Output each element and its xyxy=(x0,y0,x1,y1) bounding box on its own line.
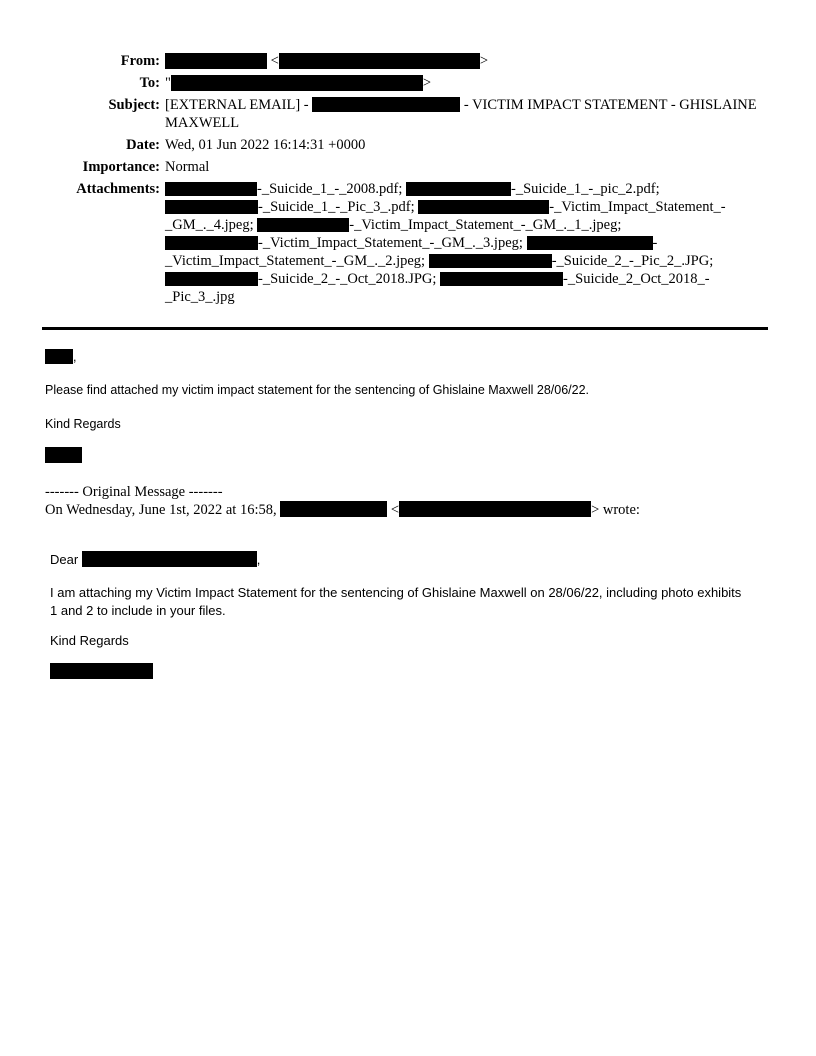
field-label-from: From: xyxy=(120,53,160,69)
attachment-line: _Victim_Impact_Statement_-_GM_._2.jpeg; -_Suicide_2_-_Pic_2_.JPG; xyxy=(165,253,714,269)
field-value-attachments xyxy=(165,180,765,306)
field-value-from: < > xyxy=(165,52,765,70)
redaction-bar xyxy=(165,236,258,250)
quoted-signature-redaction-line xyxy=(50,663,771,680)
quoted-salutation: Dear , xyxy=(50,551,261,567)
redaction-bar xyxy=(279,53,480,69)
signature-redaction-line xyxy=(45,447,771,464)
redaction-bar xyxy=(45,447,82,463)
redaction-bar xyxy=(82,551,257,567)
field-label-importance: Importance: xyxy=(82,159,160,175)
greeting-line: , xyxy=(45,349,771,365)
header-row-importance xyxy=(45,158,771,176)
original-message-block xyxy=(45,483,771,519)
redaction-bar xyxy=(165,182,257,196)
signoff: Kind Regards xyxy=(45,417,121,431)
field-value-importance: Normal xyxy=(165,159,210,175)
quoted-message xyxy=(45,551,771,680)
redaction-bar xyxy=(406,182,511,196)
redaction-bar xyxy=(399,501,591,517)
header-row-attachments xyxy=(45,180,771,306)
redaction-bar xyxy=(165,272,258,286)
field-value-to: " > xyxy=(165,75,432,91)
body-paragraph: Please find attached my victim impact statement for the sentencing of Ghislaine Maxwell 28/06/22. xyxy=(45,383,590,397)
attachment-line: -_Suicide_1_-_2008.pdf; -_Suicide_1_-_pic_2.pdf; xyxy=(165,180,765,198)
quoted-paragraph: I am attaching my Victim Impact Statement for the sentencing of Ghislaine Maxwell on 28/06/22, including photo exhibits 1 and 2 to include in your files. xyxy=(50,584,742,618)
redaction-bar xyxy=(165,53,267,69)
header-row-date xyxy=(45,136,771,154)
field-label-date: Date: xyxy=(126,137,160,153)
redaction-bar xyxy=(429,254,552,268)
header-row-subject xyxy=(45,96,771,132)
redaction-bar xyxy=(312,97,460,112)
redaction-bar xyxy=(280,501,387,517)
redaction-bar xyxy=(527,236,653,250)
redaction-bar xyxy=(50,663,153,679)
email-header xyxy=(45,52,771,306)
field-label-subject: Subject: xyxy=(108,97,160,113)
redaction-bar xyxy=(440,272,563,286)
attachment-line: -_Victim_Impact_Statement_-_GM_._3.jpeg; - xyxy=(165,234,765,252)
redaction-bar xyxy=(257,218,349,232)
original-message-attribution: On Wednesday, June 1st, 2022 at 16:58, < > wrote: xyxy=(45,501,640,518)
quoted-signoff: Kind Regards xyxy=(50,632,129,648)
attachment-line: _Pic_3_.jpg xyxy=(165,289,235,305)
attachment-line: -_Suicide_2_-_Oct_2018.JPG; -_Suicide_2_Oct_2018_- xyxy=(165,270,765,288)
original-message-separator: ------- Original Message ------- xyxy=(45,483,223,500)
attachment-line: -_Suicide_1_-_Pic_3_.pdf; -_Victim_Impact_Statement_- xyxy=(165,198,765,216)
header-row-to xyxy=(45,74,771,92)
redaction-bar xyxy=(418,200,549,214)
field-value-subject: [EXTERNAL EMAIL] - - VICTIM IMPACT STATEMENT - GHISLAINE MAXWELL xyxy=(165,97,757,131)
horizontal-rule xyxy=(42,327,768,330)
field-label-attachments: Attachments: xyxy=(76,181,160,197)
attachment-line: _GM_._4.jpeg; -_Victim_Impact_Statement_-_GM_._1_.jpeg; xyxy=(165,217,622,233)
redaction-bar xyxy=(45,349,73,364)
header-row-from xyxy=(45,52,771,70)
field-label-to: To: xyxy=(139,75,160,91)
field-value-date: Wed, 01 Jun 2022 16:14:31 +0000 xyxy=(165,137,366,153)
redaction-bar xyxy=(165,200,258,214)
redaction-bar xyxy=(171,75,423,91)
